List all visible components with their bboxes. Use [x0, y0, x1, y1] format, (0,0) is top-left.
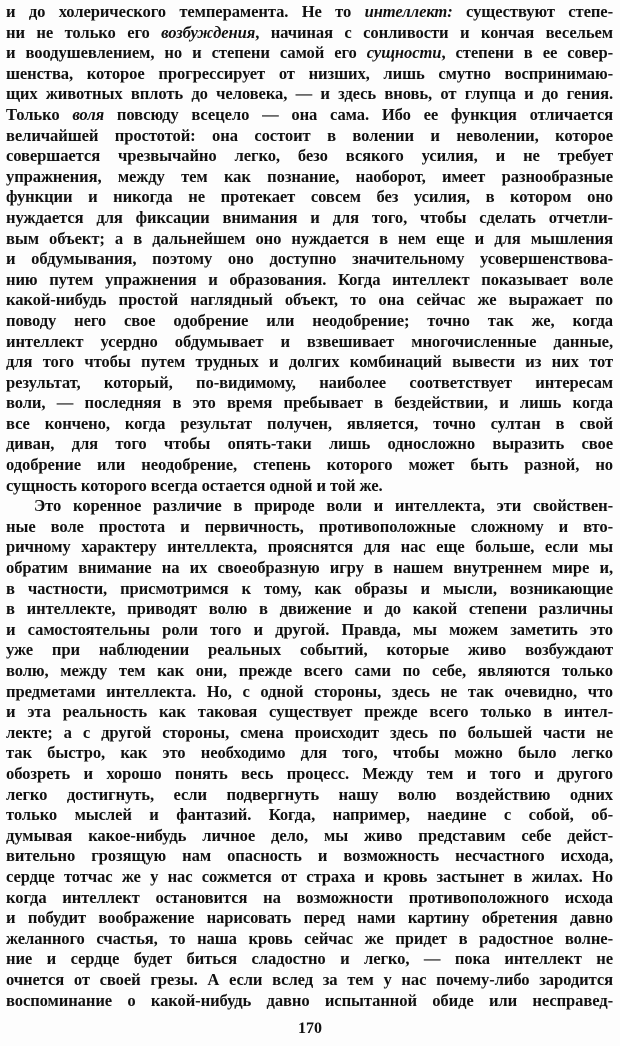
text-line — [6, 43, 613, 64]
italic-term: сущности — [366, 43, 442, 63]
text-run: результат, который, по-видимому, наиболее соответствует интересам — [6, 372, 613, 392]
text-run: воспоминание о какой-нибудь давно испытанной обиде или несправед- — [6, 990, 613, 1010]
text-line — [6, 229, 613, 250]
text-run: величайшей простотой: она состоит в волении и неволении, которое — [6, 125, 613, 145]
text-run: все кончено, когда результат получен, является, точно султан в свой — [6, 413, 613, 433]
text-line — [6, 270, 613, 291]
text-line — [6, 929, 613, 950]
text-line — [6, 84, 613, 105]
text-run: и самостоятельны роли того и другой. Правда, мы можем заметить это — [6, 619, 613, 639]
text-run: и до холерического темперамента. Не то — [6, 2, 365, 21]
text-line — [6, 785, 613, 806]
text-run: очнется от своей грезы. А если вслед за тем у нас почему-либо зародится — [6, 969, 613, 989]
text-line — [6, 208, 613, 229]
text-run: нуждается для фиксации внимания и для того, чтобы сделать отчетли- — [6, 207, 613, 227]
text-run: обозреть и хорошо понять весь процесс. Между тем и того и другого — [6, 763, 613, 783]
italic-term: интеллект: — [364, 2, 453, 21]
text-run: для того чтобы путем трудных и долгих комбинаций вывести из них тот — [6, 352, 613, 372]
text-line — [6, 599, 613, 620]
text-run: воли, — последняя в это время пребывает в бездействии, и лишь когда — [6, 393, 613, 413]
text-run: щих животных вплоть до человека, — и здесь вновь, от глупца и до гения. — [6, 84, 613, 104]
text-line — [6, 146, 613, 167]
text-run: и побудит воображение нарисовать перед нами картину обретения давно — [6, 908, 613, 928]
text-run: одобрение или неодобрение, степень которого может быть разной, но — [6, 455, 613, 475]
text-line — [6, 64, 613, 85]
text-run: нию путем упражнения и образования. Когда интеллект показывает воле — [6, 269, 613, 289]
text-run: уже при наблюдении реальных событий, которые живо возбуждают — [6, 640, 613, 660]
text-line — [6, 826, 613, 847]
text-run: ние и сердце будет биться сладостно и легко, — пока интеллект не — [6, 949, 613, 969]
text-run: думывая какое-нибудь личное дело, мы живо представим себе дейст- — [6, 825, 613, 845]
text-run: ни не только его — [6, 22, 162, 42]
body-text — [6, 2, 613, 1011]
text-run: и обдумывания, поэтому оно доступно значительному усовершенствова- — [6, 249, 613, 269]
text-line — [6, 414, 613, 435]
text-run: поводу него свое одобрение или неодобрение; точно так же, когда — [6, 310, 613, 330]
text-run: Это коренное различие в природе воли и интеллекта, эти свойствен- — [34, 496, 613, 516]
italic-term: воля — [72, 104, 105, 124]
text-run: волю, между тем как они, прежде всего сами по себе, являются только — [6, 661, 613, 680]
text-run: Только — [6, 104, 73, 124]
text-line — [6, 311, 613, 332]
text-run: так быстро, как это необходимо для того, чтобы можно было легко — [6, 743, 613, 763]
text-line — [6, 908, 613, 929]
text-line — [6, 496, 613, 517]
text-run: и воодушевлением, но и степени самой его — [6, 43, 367, 63]
text-line — [6, 476, 613, 497]
text-run: желанного счастья, то наша кровь сейчас же придет в радостное волне- — [6, 928, 613, 948]
text-run: интеллект усердно обдумывает и взвешивает многочисленные данные, — [6, 331, 613, 351]
text-run: вым объект; а в дальнейшем оно нуждается в нем еще и для мышления — [6, 228, 613, 248]
text-run: лекте; а с другой стороны, смена происходит здесь по большей части не — [6, 722, 613, 742]
text-line — [6, 764, 613, 785]
text-line — [6, 867, 613, 888]
text-line — [6, 105, 613, 126]
text-run: совершается чрезвычайно легко, безо всякого усилия, и не требует — [6, 146, 613, 166]
text-line — [6, 393, 613, 414]
text-line — [6, 661, 613, 682]
text-line — [6, 970, 613, 991]
text-line — [6, 620, 613, 641]
text-line — [6, 805, 613, 826]
text-run: в интеллекте, приводят волю в движение и до какой степени различны — [6, 599, 613, 619]
text-line — [6, 682, 613, 703]
text-run: шенства, которое прогрессирует от низших, лишь смутно воспринимаю- — [6, 63, 613, 83]
text-run: сердце тотчас же у нас сожмется от страха и кровь застынет в жилах. Но — [6, 866, 613, 886]
text-line — [6, 290, 613, 311]
text-run: , начиная с сонливости и кончая весельем — [255, 22, 613, 42]
text-line — [6, 579, 613, 600]
text-run: и эта реальность как таковая существует прежде всего только в интел- — [6, 702, 613, 722]
text-line — [6, 249, 613, 270]
text-line — [6, 888, 613, 909]
text-run: какой-нибудь простой наглядный объект, то она сейчас же выражает по — [6, 290, 613, 310]
text-run: когда интеллект остановится на возможности противоположного исхода — [6, 887, 613, 907]
text-run: диван, для того чтобы опять-таки лишь односложно выразить свое — [6, 434, 613, 454]
text-line — [6, 23, 613, 44]
text-line — [6, 537, 613, 558]
text-run: повсюду всецело — она сама. Ибо ее функция отличается — [104, 104, 613, 124]
text-run: вительно грозящую нам опасность и возможность несчастного исхода, — [6, 846, 613, 866]
text-run: ричному характеру интеллекта, прояснятся для нас еще больше, если мы — [6, 537, 613, 557]
text-line — [6, 434, 613, 455]
text-line — [6, 558, 613, 579]
text-line — [6, 949, 613, 970]
text-run: только мыслей и фантазий. Когда, например, наедине с собой, об- — [6, 805, 613, 825]
text-line — [6, 517, 613, 538]
text-run: легко достигнуть, если подвергнуть нашу волю воздействию одних — [6, 784, 613, 804]
text-run: обратим внимание на их своеобразную игру в нашем внутреннем мире и, — [6, 558, 613, 578]
text-line — [6, 167, 613, 188]
text-line — [6, 702, 613, 723]
text-run: функции и никогда не протекает совсем без усилия, в котором оно — [6, 187, 613, 207]
text-line — [6, 723, 613, 744]
text-run: , степени в ее совер- — [441, 43, 614, 63]
text-run: ные воле простота и первичность, противоположные сложному и вто- — [6, 516, 613, 536]
text-run: в частности, присмотримся к тому, как образы и мысли, возникающие — [6, 578, 613, 598]
text-line — [6, 352, 613, 373]
text-line — [6, 187, 613, 208]
page-number: 170 — [298, 1020, 322, 1037]
text-line — [6, 640, 613, 661]
text-run: сущность которого всегда остается одной и той же. — [6, 475, 383, 495]
text-line — [6, 991, 613, 1012]
text-run: существуют степе- — [452, 2, 613, 21]
text-run: предметами интеллекта. Но, с одной стороны, здесь не так очевидно, что — [6, 681, 613, 701]
text-line — [6, 332, 613, 353]
text-run: упражнения, между тем как познание, наоборот, имеет разнообразные — [6, 166, 613, 186]
text-line — [6, 2, 613, 23]
text-line — [6, 373, 613, 394]
text-line — [6, 455, 613, 476]
italic-term: возбуждения — [161, 22, 256, 42]
text-line — [6, 126, 613, 147]
text-line — [6, 743, 613, 764]
text-line — [6, 846, 613, 867]
